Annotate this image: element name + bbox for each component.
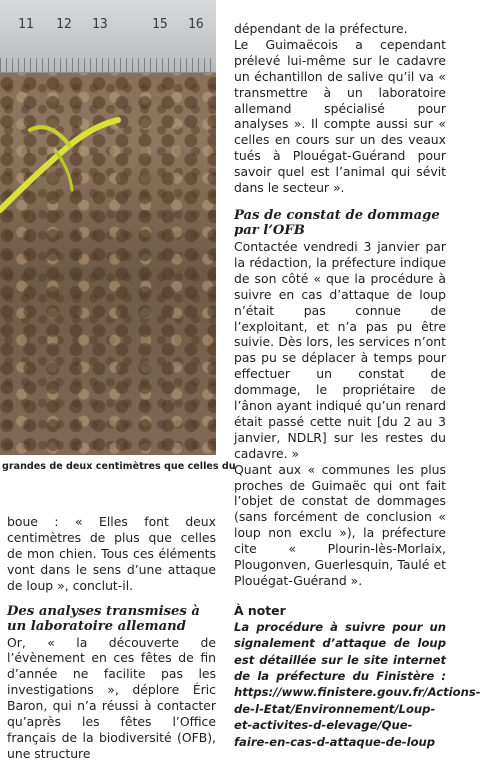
continued-paragraph: dépendant de la préfecture. bbox=[234, 21, 408, 36]
article-paragraph: Contactée vendredi 3 janvier par la rédaction, la préfecture indique de son côté « que la procédure à suivre en cas d’attaque de loup n’était pas connue de l’exploitant, et n’a pas pu être suivie. Dès lors, les services n’ont pas pu se déplacer à temps pour effectuer un constat de dommage, le propriétaire de l’ânon ayant indiqué qu’un renard était passé cette nuit [du 2 au 3 janvier, NDLR] sur les restes du cadavre. » bbox=[234, 238, 446, 461]
ruler-number: 16 bbox=[188, 17, 204, 32]
ruler-number: 12 bbox=[56, 17, 72, 32]
continued-paragraph: boue : « Elles font deux centimètres de plus que celles de mon chien. Tous ces éléments vont dans le sens d’une attaque de loup », conclut-il. bbox=[7, 514, 216, 593]
note-title: À noter bbox=[234, 602, 286, 618]
photo-caption: grandes de deux centimètres que celles du bbox=[2, 461, 236, 472]
note-text: La procédure à suivre pour un signalement d’attaque de loup est détaillée sur le site internet de la préfecture du Finistère : https://www.finistere.gouv.fr/Actions-de-l-Etat/Environnement/Loup-et-activites-d-elevage/Que-faire-en-cas-d-attaque-de-loup bbox=[234, 619, 481, 749]
grass-blade-icon bbox=[0, 0, 216, 455]
soil-photo bbox=[0, 0, 216, 455]
right-column bbox=[234, 21, 481, 750]
left-column bbox=[7, 514, 216, 762]
ruler-number: 11 bbox=[18, 17, 34, 32]
section-heading: Pas de constat de dommage par l’OFB bbox=[234, 207, 440, 239]
article-paragraph: Quant aux « communes les plus proches de Guimaëc qui ont fait l’objet de constat de dommages (sans forcément de conclusion « loup non exclu »), la préfecture cite « Plourin-lès-Morlaix, Plougonven, Guerlesquin, Taulé et Plouégat-Guérand ». bbox=[234, 461, 446, 588]
section-heading: Des analyses transmises à un laboratoire allemand bbox=[7, 603, 200, 635]
article-paragraph: Or, « la découverte de l’évènement en ces fêtes de fin d’année ne facilite pas les investigations », déplore Éric Baron, qui n’a réussi à contacter qu’après les fêtes l’Office français de la biodiversité (OFB), une structure bbox=[7, 634, 216, 761]
article-paragraph: Le Guimaëcois a cependant prélevé lui-même sur le cadavre un échantillon de salive qu’il va « transmettre à un laboratoire allemand spécialisé pour analyses ». Il compte aussi sur « celles en cours sur un des veaux tués à Plouégat-Guérand pour savoir quel est l’animal qui sévit dans le secteur ». bbox=[234, 36, 446, 196]
note-box bbox=[234, 602, 481, 750]
ruler-number: 13 bbox=[92, 17, 108, 32]
ruler-number: 15 bbox=[152, 17, 168, 32]
